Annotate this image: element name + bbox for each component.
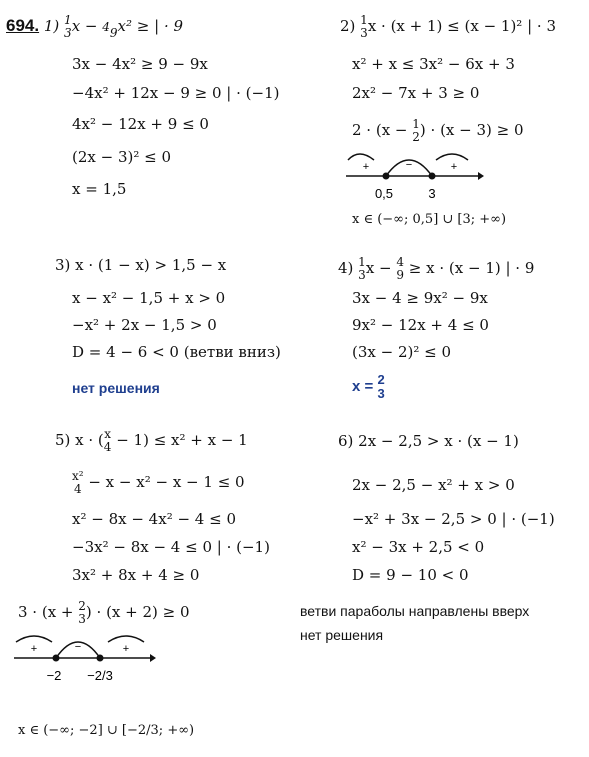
p2-line-1: x² + x ≤ 3x² − 6x + 3 <box>352 55 515 73</box>
p5-sign-3: + <box>122 643 130 655</box>
p2-axis-label-1: 0,5 <box>374 186 394 201</box>
p2-sign-3: + <box>450 161 458 173</box>
p1-header-text: 1) 1 3x − 4 9x² ≥ | · 9 <box>43 13 184 40</box>
p5-line-5: 3 · (x + 2 3) · (x + 2) ≥ 0 <box>18 599 190 626</box>
p6-note-1: ветви параболы направлены вверх <box>300 603 530 619</box>
p4-line-1: 3x − 4 ≥ 9x² − 9x <box>352 289 488 307</box>
p1-line-3: 4x² − 12x + 9 ≤ 0 <box>72 115 209 133</box>
p6-header: 6) 2x − 2,5 > x · (x − 1) <box>338 432 519 450</box>
p5-axis-label-2: −2/3 <box>87 668 113 683</box>
p1-line-4: (2x − 3)² ≤ 0 <box>72 148 172 166</box>
p5-number-line <box>12 632 157 712</box>
p6-line-1: 2x − 2,5 − x² + x > 0 <box>352 476 515 494</box>
p5-axis-label-1: −2 <box>46 668 62 683</box>
p1-line-2: −4x² + 12x − 9 ≥ 0 | · (−1) <box>72 84 280 102</box>
p4-header: 4) 1 3x − 4 9 ≥ x · (x − 1) | · 9 <box>338 255 535 282</box>
p5-header: 5) x · (x 4 − 1) ≤ x² + x − 1 <box>55 427 248 454</box>
p2-line-3: 2 · (x − 1 2) · (x − 3) ≥ 0 <box>352 117 524 144</box>
p3-header: 3) x · (1 − x) > 1,5 − x <box>55 256 227 274</box>
p5-line-4: 3x² + 8x + 4 ≥ 0 <box>72 566 200 584</box>
p2-number-line <box>344 150 484 205</box>
p2-line-2: 2x² − 7x + 3 ≥ 0 <box>352 84 480 102</box>
p5-answer: x ∈ (−∞; −2] ∪ [−2/3; +∞) <box>18 723 195 738</box>
p4-line-3: (3x − 2)² ≤ 0 <box>352 343 452 361</box>
p2-sign-2: − <box>405 159 413 171</box>
p3-line-1: x − x² − 1,5 + x > 0 <box>72 289 226 307</box>
p2-header: 2) 1 3x · (x + 1) ≤ (x − 1)² | · 3 <box>340 13 556 40</box>
p2-sign-1: + <box>362 161 370 173</box>
p1-line-1: 3x − 4x² ≥ 9 − 9x <box>72 55 208 73</box>
p6-line-2: −x² + 3x − 2,5 > 0 | · (−1) <box>352 510 555 528</box>
p3-line-2: −x² + 2x − 1,5 > 0 <box>72 316 217 334</box>
p6-line-3: x² − 3x + 2,5 < 0 <box>352 538 485 556</box>
p5-line-1: x² 4 − x − x² − x − 1 ≤ 0 <box>72 469 245 496</box>
p2-axis-label-2: 3 <box>428 186 436 201</box>
p3-line-3: D = 4 − 6 < 0 (ветви вниз) <box>72 343 281 361</box>
p6-note-2: нет решения <box>300 627 384 643</box>
p4-line-2: 9x² − 12x + 4 ≤ 0 <box>352 316 489 334</box>
p5-sign-1: + <box>30 643 38 655</box>
p5-line-3: −3x² − 8x − 4 ≤ 0 | · (−1) <box>72 538 270 556</box>
p5-sign-2: − <box>74 641 82 653</box>
p5-line-2: x² − 8x − 4x² − 4 ≤ 0 <box>72 510 236 528</box>
problem-1-header <box>6 14 183 40</box>
p6-line-4: D = 9 − 10 < 0 <box>352 566 469 584</box>
problem-number: 694. <box>6 16 40 35</box>
p3-answer: нет решения <box>72 380 160 396</box>
p4-answer: x = 2 3 <box>352 372 385 401</box>
p1-line-5: x = 1,5 <box>72 180 127 198</box>
p2-answer: x ∈ (−∞; 0,5] ∪ [3; +∞) <box>352 212 507 227</box>
